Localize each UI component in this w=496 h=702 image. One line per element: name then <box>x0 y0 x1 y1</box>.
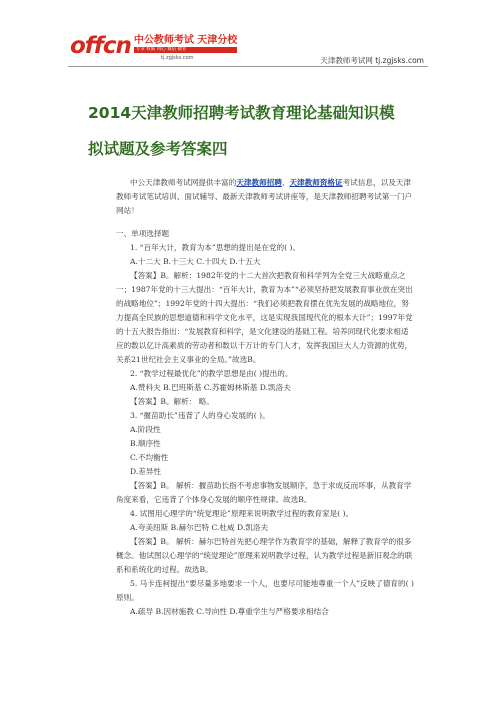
offcn-logo[interactable] <box>70 35 237 61</box>
link-tianjin-teacher-recruit[interactable]: 天津教师招聘 <box>236 178 282 187</box>
document-body <box>116 176 416 619</box>
q2-question: 2. “教学过程最优化”的教学思想是由( )提出的。 <box>130 369 293 378</box>
logo-url: tj.zgjsks.com <box>161 55 194 61</box>
site-link[interactable]: 天津教师考试网 tj.zgjsks.com <box>320 56 424 65</box>
header-divider <box>68 66 428 67</box>
q5-options: A.疏导 B.因材施教 C.导向性 D.尊重学生与严格要求相结合 <box>130 607 329 616</box>
intro-text-after: 考试信息，以及天津教师考试笔试培训、面试辅导、最新天津教师考试讲座等，是天津教师招聘考试第一门户网站！ <box>116 178 413 215</box>
q3-option-b: B.顺序性 <box>130 439 161 448</box>
section-heading: 一、单项选择题 <box>116 229 170 238</box>
q3-option-c: C.不均衡性 <box>130 453 169 462</box>
spacer <box>116 218 416 227</box>
q3-question: 3. “揠苗助长”违背了人的身心发展的( )。 <box>130 411 270 420</box>
logo-brand: 中公教师考试 天津分校 <box>133 35 238 46</box>
logo-text <box>134 35 237 53</box>
intro-paragraph <box>116 176 416 218</box>
q2-options: A.赞科夫 B.巴班斯基 C.苏霍姆林斯基 D.凯洛夫 <box>130 383 291 392</box>
q1-answer: 【答案】B。解析：1982年党的十二大首次把教育和科学列为全党三大战略重点之一；1987年党的十三大提出：“百年大计，教育为本”“必须坚持把发展教育事业放在突出的战略地位”；1992年党的十四大提出：“我们必须把教育摆在优先发展的战略地位，努力提高全民族的思想道德和科学文化水平，这是实现我国现代化的根本大计”；1997年党的十五大报告指出：“发展教育和科学，是文化建设的基础工程。培养同现代化要求相适应的数以亿计高素质的劳动者和数以千万计的专门人才，发挥我国巨大人力资源的优势，关系21世纪社会主义事业的全局。”故选B。 <box>116 271 413 364</box>
q3-option-d: D.差异性 <box>130 467 162 476</box>
intro-text-before: 中公天津教师考试网提供丰富的 <box>130 178 237 187</box>
q4-options: A.夸美纽斯 B.赫尔巴特 C.杜威 D.凯洛夫 <box>130 523 269 532</box>
q2-answer: 【答案】B。解析： 略。 <box>130 397 214 406</box>
q3-option-a: A.阶段性 <box>130 425 161 434</box>
page-header <box>0 0 496 72</box>
q3-answer: 【答案】B。 解析：揠苗助长指不考虑事物发展顺序，急于求成反而坏事，从教育学角度来看，它违背了个体身心发展的顺序性规律。故选B。 <box>116 481 412 504</box>
q4-answer: 【答案】B。 解析：赫尔巴特首先把心理学作为教育学的基础，解释了教育学的很多概念。他试图以心理学的“统觉理论”原理来说明教学过程，认为教学过程是新旧观念的联系和系统化的过程。故选B。 <box>116 537 413 574</box>
logo-mark: offcn <box>70 33 131 59</box>
link-tianjin-teacher-cert[interactable]: 天津教师资格证 <box>289 178 343 187</box>
q5-question: 5. 马卡连柯提出“要尽量多地要求一个人，也要尽可能地尊重一个人”反映了德育的( )原则。 <box>116 579 414 602</box>
q1-options: A.十二大 B.十三大 C.十四大 D.十五大 <box>130 257 261 266</box>
q1-question: 1. “百年大计，教育为本”思想的提出是在党的( )。 <box>130 243 301 252</box>
logo-slogan: 专业 权威 用心 诚信 敬业 <box>134 47 237 53</box>
intro-separator: 、 <box>281 178 290 187</box>
q4-question: 4. 试图用心理学的“统觉理论”原理来说明教学过程的教育家是( )。 <box>130 509 354 518</box>
page-title: 2014天津教师招聘考试教育理论基础知识模拟试题及参考答案四 <box>88 104 395 158</box>
